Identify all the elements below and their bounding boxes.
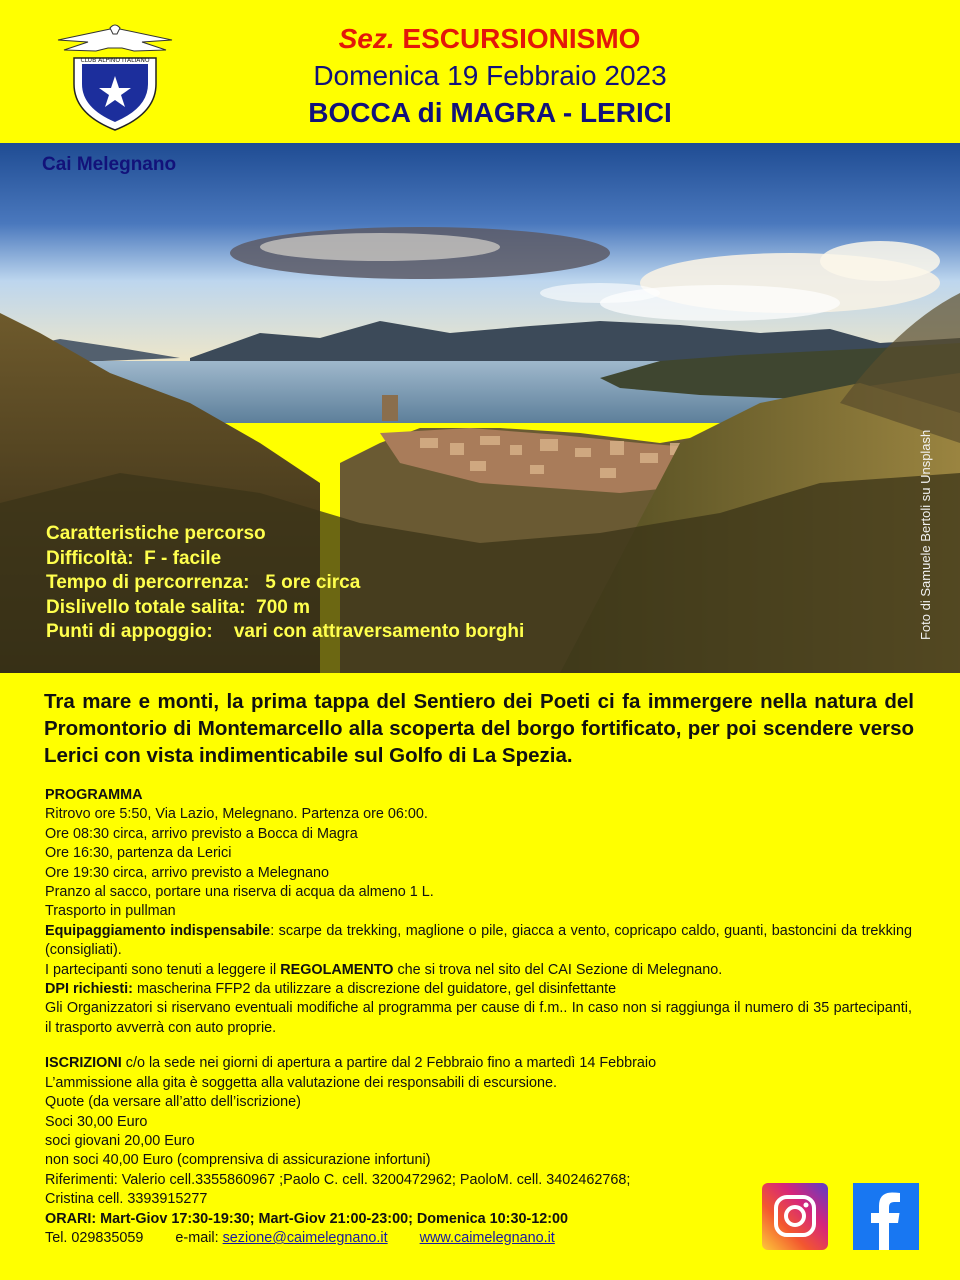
features-heading: Caratteristiche percorso bbox=[46, 523, 266, 544]
program-line: Ore 19:30 circa, arrivo previsto a Melegnano bbox=[45, 864, 329, 881]
photo-credit: Foto di Samuele Bertoli su Unsplash bbox=[918, 429, 933, 640]
registration-line: soci giovani 20,00 Euro bbox=[45, 1132, 195, 1149]
equipment-note bbox=[45, 922, 912, 961]
registration-text: c/o la sede nei giorni di apertura a partire dal 2 Febbraio fino a martedì 14 Febbraio bbox=[121, 1055, 657, 1072]
org-name: Cai Melegnano bbox=[42, 154, 177, 175]
regulation-label: REGOLAMENTO bbox=[280, 961, 394, 978]
registration-line: Riferimenti: Valerio cell.3355860967 ;Paolo C. cell. 3200472962; PaoloM. cell. 3402462768; bbox=[45, 1171, 631, 1188]
opening-hours: ORARI: Mart-Giov 17:30-19:30; Mart-Giov 21:00-23:00; Domenica 10:30-12:00 bbox=[45, 1210, 569, 1227]
organizer-note: Gli Organizzatori si riservano eventuali modifiche al programma per cause di f.m.. In caso non si raggiunga il numero di 35 partecipanti, il trasporto avverrà con auto proprie. bbox=[45, 1000, 912, 1036]
instagram-icon[interactable] bbox=[762, 1183, 828, 1250]
equipment-label: Equipaggiamento indispensabile bbox=[45, 922, 271, 939]
sez-label: Sez. bbox=[338, 23, 395, 54]
program-line: Ritrovo ore 5:50, Via Lazio, Melegnano. Partenza ore 06:00. bbox=[45, 806, 428, 823]
website-link[interactable]: www.caimelegnano.it bbox=[419, 1229, 555, 1246]
program-line: Ore 16:30, partenza da Lerici bbox=[45, 845, 232, 862]
program-line: Trasporto in pullman bbox=[45, 903, 176, 920]
program-line: Pranzo al sacco, portare una riserva di acqua da almeno 1 L. bbox=[45, 884, 434, 901]
registration-label: ISCRIZIONI bbox=[45, 1055, 122, 1072]
phone: Tel. 029835059 bbox=[45, 1229, 144, 1246]
feature-support: Punti di appoggio: vari con attraversamento borghi bbox=[46, 621, 525, 642]
registration-intro bbox=[45, 1054, 912, 1073]
registration-line: Soci 30,00 Euro bbox=[45, 1113, 148, 1130]
route-title: BOCCA di MAGRA - LERICI bbox=[308, 97, 672, 128]
header bbox=[0, 0, 960, 142]
regulation-note bbox=[45, 961, 912, 980]
section-title bbox=[0, 22, 960, 56]
registration-line: Cristina cell. 3393915277 bbox=[45, 1191, 208, 1208]
feature-difficulty: Difficoltà: F - facile bbox=[46, 547, 222, 569]
feature-elevation: Dislivello totale salita: 700 m bbox=[46, 596, 310, 618]
program-heading: PROGRAMMA bbox=[45, 787, 143, 803]
program-section bbox=[45, 786, 912, 1248]
email-label: e-mail: bbox=[175, 1229, 219, 1246]
registration-line: non soci 40,00 Euro (comprensiva di assicurazione infortuni) bbox=[45, 1152, 431, 1169]
dpi-text: mascherina FFP2 da utilizzare a discrezione del guidatore, gel disinfettante bbox=[132, 981, 617, 998]
registration-line: Quote (da versare all’atto dell’iscrizione) bbox=[45, 1094, 301, 1111]
logo-text: CLUB ALPINO ITALIANO bbox=[80, 57, 150, 64]
regulation-pre: I partecipanti sono tenuti a leggere il bbox=[45, 961, 281, 978]
section-name: ESCURSIONISMO bbox=[402, 23, 641, 54]
registration-line: L’ammissione alla gita è soggetta alla valutazione dei responsabili di escursione. bbox=[45, 1074, 557, 1091]
event-date: Domenica 19 Febbraio 2023 bbox=[313, 60, 667, 91]
equipment-text: : scarpe da trekking, maglione o pile, giacca a vento, copricapo caldo, guanti, bastoncini da trekking (consigliati). bbox=[45, 922, 912, 959]
email-link[interactable]: sezione@caimelegnano.it bbox=[222, 1229, 388, 1246]
facebook-icon[interactable] bbox=[853, 1183, 919, 1250]
route-features bbox=[46, 522, 524, 645]
feature-time: Tempo di percorrenza: 5 ore circa bbox=[46, 572, 361, 593]
regulation-post: che si trova nel sito del CAI Sezione di Melegnano. bbox=[393, 961, 723, 978]
dpi-label: DPI richiesti: bbox=[45, 981, 133, 998]
dpi-note bbox=[45, 980, 912, 999]
intro-text: Tra mare e monti, la prima tappa del Sentiero dei Poeti ci fa immergere nella natura del Promontorio di Montemarcello alla scoperta del borgo fortificato, per poi scendere verso Lerici con vista indimenticabile sul Golfo di La Spezia. bbox=[44, 690, 914, 767]
title-block bbox=[0, 22, 960, 131]
program-line: Ore 08:30 circa, arrivo previsto a Bocca di Magra bbox=[45, 825, 358, 842]
